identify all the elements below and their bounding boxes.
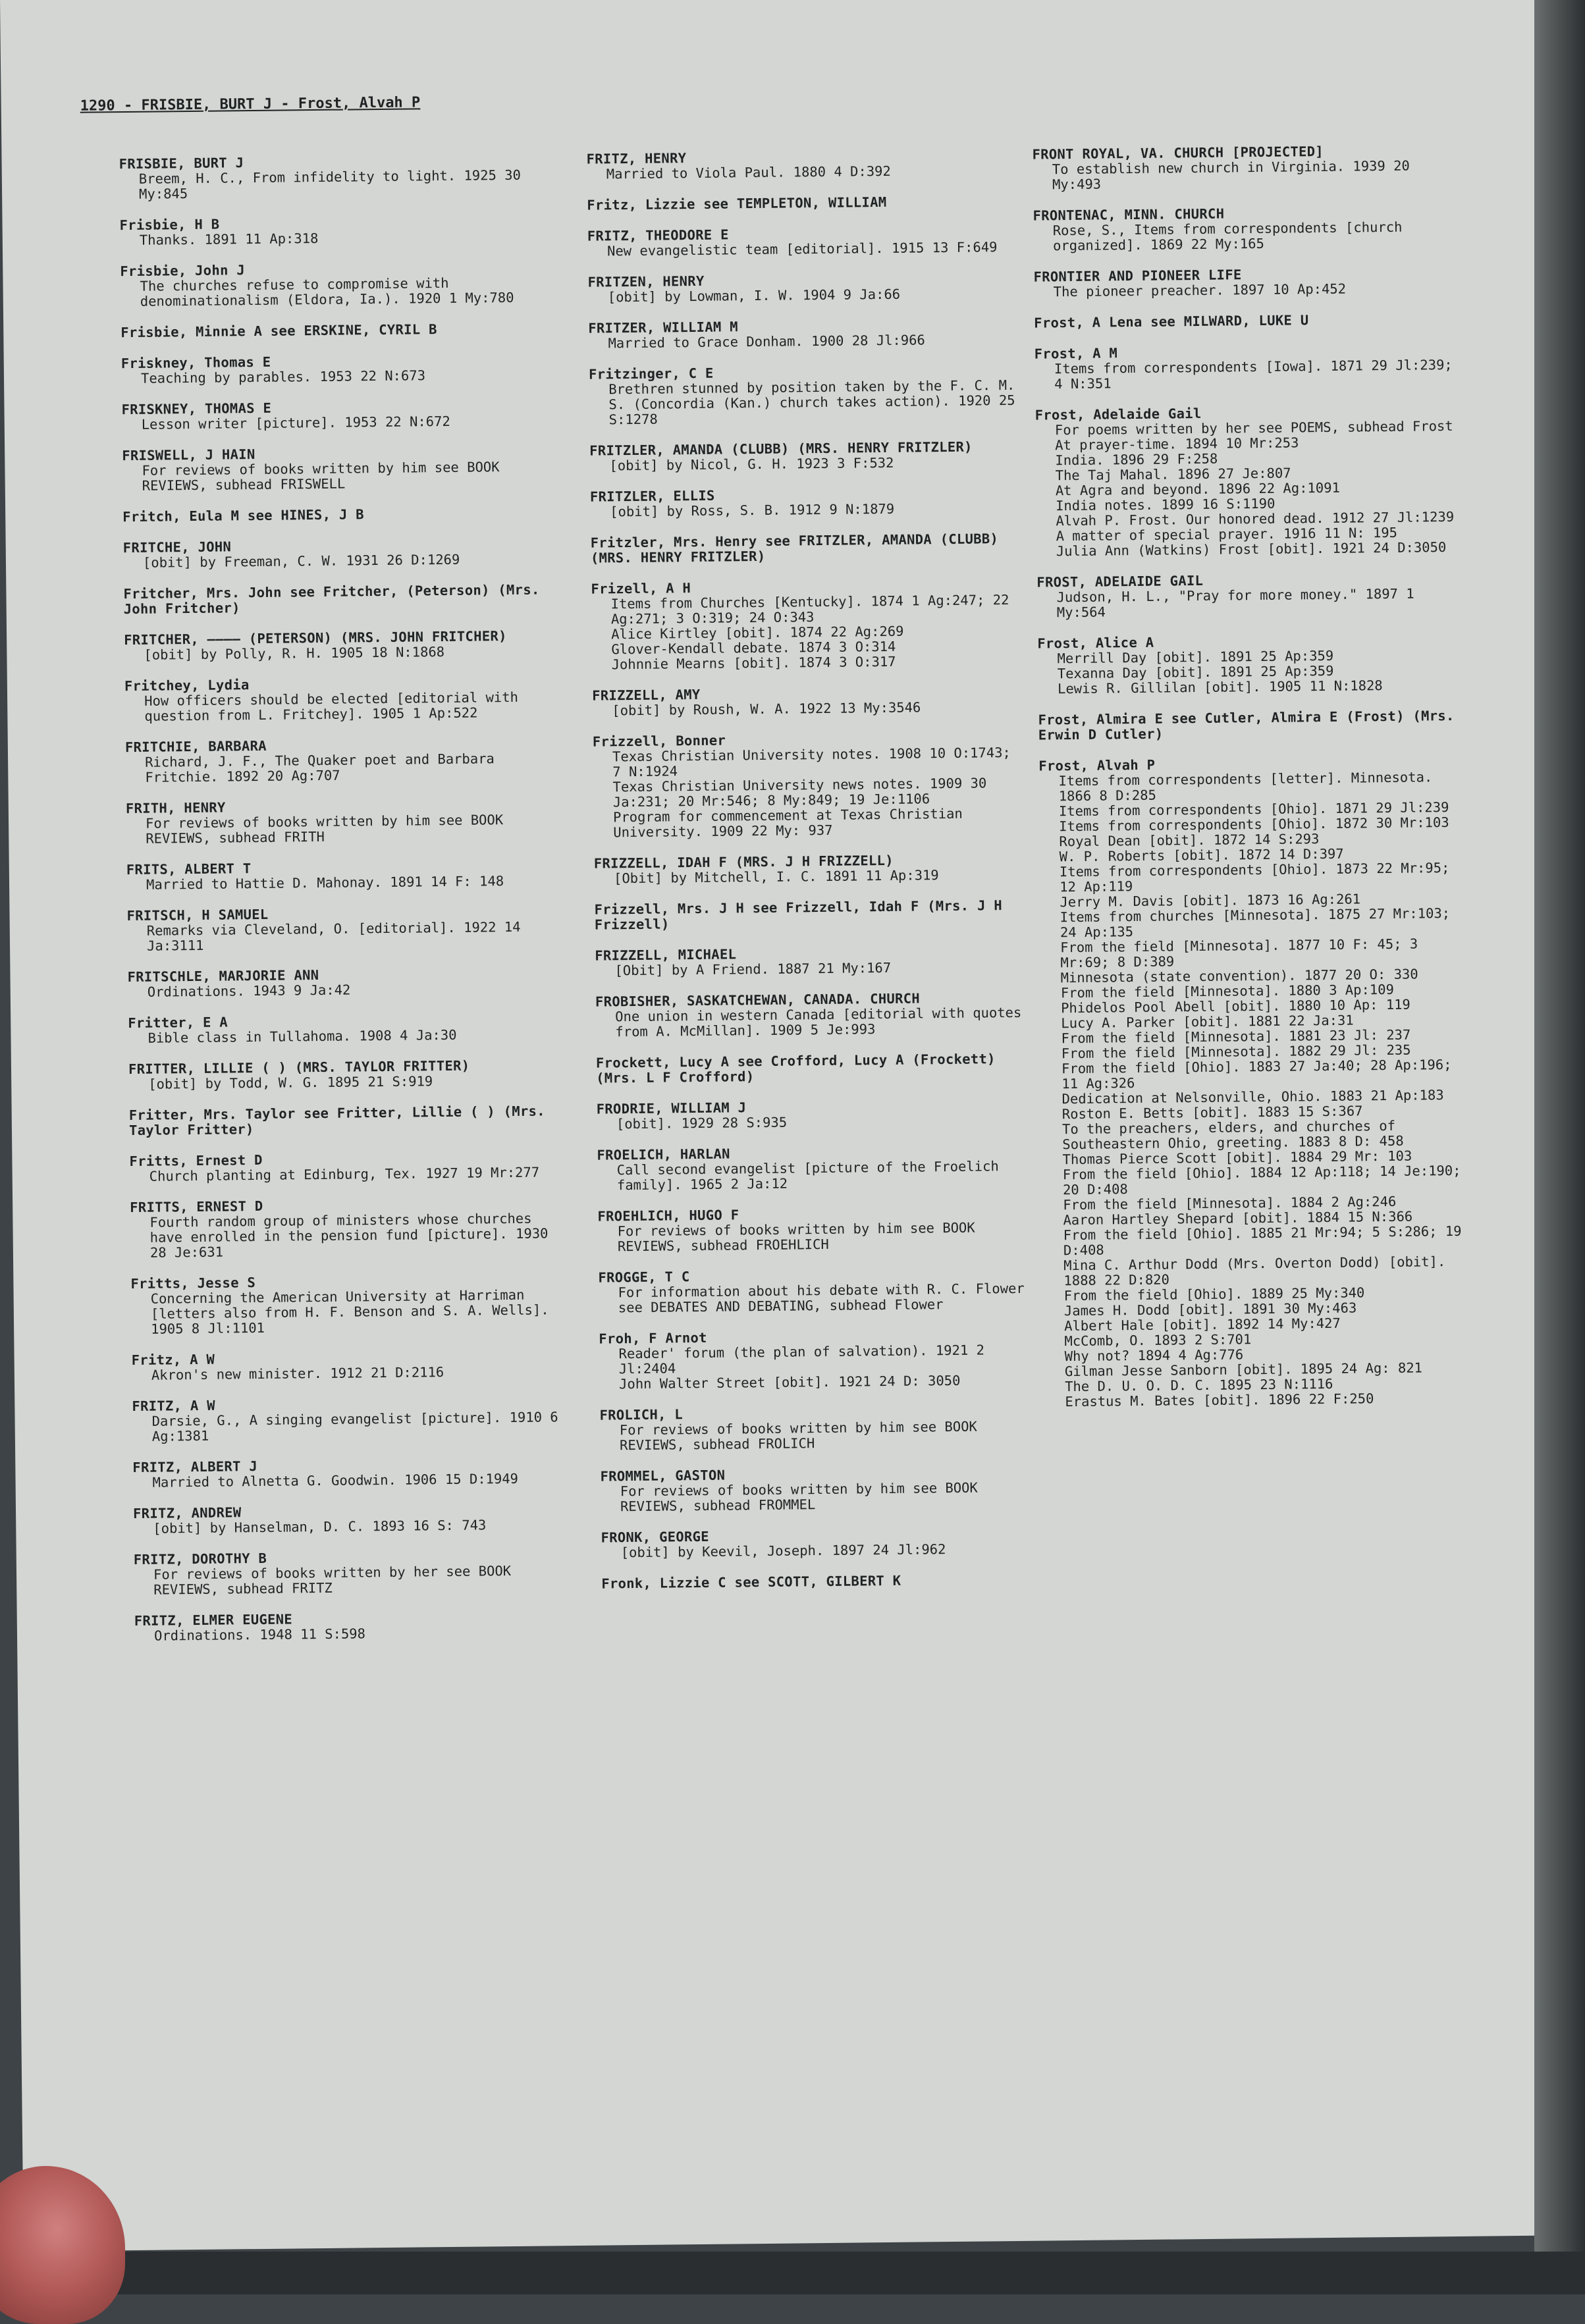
entry-heading: FRISWELL, J HAIN [122,446,255,464]
index-entry [134,1609,562,1644]
entry-citation: The D. U. O. D. C. 1895 23 N:1116 [1065,1375,1333,1395]
entry-heading: FRITCHE, JOHN [122,539,232,556]
entry-citation: Brethren stunned by position taken by the F. C. M. S. (Concordia (Kan.) church takes action). 1920 25 S:1278 [608,377,1015,428]
entry-citation: Church planting at Edinburg, Tex. 1927 19 Mr:277 [149,1164,540,1184]
entry-citation: For reviews of books written by him see BOOK REVIEWS, subhead FRITH [145,812,504,847]
entry-heading: Fritts, Ernest D [129,1151,263,1170]
index-entry [125,735,554,785]
entry-citation: [Obit] by A Friend. 1887 21 My:167 [614,959,892,979]
entry-heading: Fronk, Lizzie C see SCOTT, GILBERT K [601,1572,901,1592]
entry-citation: Royal Dean [obit]. 1872 14 S:293 [1059,831,1320,850]
entry-citation: Lesson writer [picture]. 1953 22 N:672 [141,413,450,433]
entry-heading: FRITTS, ERNEST D [130,1198,263,1216]
entry-citation: James H. Dodd [obit]. 1891 30 My:463 [1063,1300,1357,1319]
index-entry [1037,632,1466,697]
entry-heading: FRITZEN, HENRY [587,273,705,290]
entry-heading: Frockett, Lucy A see Crofford, Lucy A (Frockett) (Mrs. L F Crofford) [595,1051,996,1086]
entry-citation: Alvah P. Frost. Our honored dead. 1912 27 Jl:1239 [1056,508,1455,529]
index-entry [597,1205,1026,1255]
entry-heading: FRITZ, HENRY [586,150,687,167]
entry-heading: Fritts, Jesse S [130,1275,256,1292]
index-entry [132,1394,560,1444]
entry-citation: Thanks. 1891 11 Ap:318 [139,230,319,248]
entry-heading: FRITZ, ANDREW [132,1504,242,1522]
index-entry [1036,571,1465,621]
entry-citation: [obit] by Lowman, I. W. 1904 9 Ja:66 [607,286,901,305]
entry-citation: [obit] by Roush, W. A. 1922 13 My:3546 [612,699,921,719]
entry-citation: Lucy A. Parker [obit]. 1881 22 Ja:31 [1061,1012,1354,1032]
entry-citation: From the field [Minnesota]. 1882 29 Jl: 235 [1061,1042,1411,1062]
running-head: 1290 - FRISBIE, BURT J - Frost, Alvah P [80,94,421,115]
entry-heading: Frisbie, Minnie A see ERSKINE, CYRIL B [121,321,437,341]
index-entry [1033,265,1461,300]
entry-citation: [obit] by Nicol, G. H. 1923 3 F:532 [609,454,894,474]
index-column-1 [119,152,563,1660]
index-entry [128,1057,556,1092]
entry-citation: Items from correspondents [Ohio]. 1873 22 Mr:95; 12 Ap:119 [1059,860,1450,895]
entry-citation: Breem, H. C., From infidelity to light. 1925 30 My:845 [138,167,522,202]
entry-heading: Frizzell, Bonner [592,732,726,750]
entry-citation: For information about his debate with R. C. Flower see DEBATES AND DEBATING, subhead Flower [618,1280,1025,1316]
entry-heading: FRITCHIE, BARBARA [124,737,267,756]
entry-heading: FROELICH, HARLAN [597,1146,730,1163]
entry-citation: Texas Christian University news notes. 1909 30 Ja:231; 20 Mr:546; 8 My:849; 19 Je:1106 [612,775,987,810]
entry-citation: Erastus M. Bates [obit]. 1896 22 F:250 [1065,1390,1374,1410]
entry-heading: FROLICH, L [599,1406,684,1423]
index-entry [1032,143,1461,193]
index-entry [132,1348,560,1383]
entry-citation: Remarks via Cleveland, O. [editorial]. 1922 14 Ja:3111 [146,918,521,954]
entry-heading: FRITZLER, AMANDA (CLUBB) (MRS. HENRY FRITZLER) [589,438,973,459]
index-entry [595,990,1024,1040]
index-entry [126,797,554,847]
entry-heading: Frisbie, John J [120,262,246,280]
entry-citation: [obit]. 1929 28 S:935 [616,1114,788,1132]
entry-heading: Fritter, Mrs. Taylor see Fritter, Lillie ( ) (Mrs. Taylor Fritter) [128,1103,545,1139]
entry-citation: To the preachers, elders, and churches of Southeastern Ohio, greeting. 1883 8 D: 458 [1061,1117,1404,1153]
entry-citation: Ordinations. 1948 11 S:598 [153,1625,366,1644]
entry-citation: The Taj Mahal. 1896 27 Je:807 [1055,465,1291,484]
entry-citation: [obit] by Hanselman, D. C. 1893 16 S: 743 [153,1517,487,1537]
entry-heading: FROEHLICH, HUGO F [597,1207,739,1225]
entry-citation: Darsie, G., A singing evangelist [picture]. 1910 6 Ag:1381 [151,1409,558,1444]
entry-citation: One union in western Canada [editorial with quotes from A. McMillan]. 1909 5 Je:993 [615,1004,1022,1040]
entry-heading: Fritz, Lizzie see TEMPLETON, WILLIAM [587,194,887,213]
index-entry [129,1149,557,1184]
entry-heading: Fritch, Eula M see HINES, J B [122,506,364,525]
entry-citation: Items from correspondents [Iowa]. 1871 29 Jl:239; 4 N:351 [1054,356,1453,392]
index-entry [591,531,1019,566]
index-entry [594,898,1022,933]
entry-heading: FRIZZELL, MICHAEL [595,946,737,964]
index-entry [124,628,552,663]
entry-citation: At Agra and beyond. 1896 22 Ag:1091 [1055,479,1340,499]
index-entry [588,317,1016,352]
entry-heading: FRITH, HENRY [125,799,226,817]
entry-citation: The pioneer preacher. 1897 10 Ap:452 [1053,280,1347,300]
entry-citation: Married to Grace Donham. 1900 28 Jl:966 [608,332,925,352]
entry-citation: India notes. 1899 16 S:1190 [1056,495,1276,514]
entry-citation: Alice Kirtley [obit]. 1874 22 Ag:269 [611,623,904,643]
index-entry [130,1196,558,1261]
index-entry [121,398,549,433]
index-entry [127,965,555,1000]
index-entry [601,1572,1029,1592]
entry-heading: Fritchey, Lydia [124,677,250,695]
entry-heading: FRISBIE, BURT J [119,155,244,172]
entry-citation: Married to Viola Paul. 1880 4 D:392 [606,163,891,182]
entry-heading: Frizzell, Mrs. J H see Frizzell, Idah F (Mrs. J H Frizzell) [594,897,1003,933]
index-entry [121,321,549,340]
index-entry [599,1404,1028,1454]
entry-heading: Frost, Adelaide Gail [1034,405,1202,423]
index-entry [596,1051,1024,1086]
entry-heading: Frost, A M [1034,345,1118,362]
entry-heading: Friskney, Thomas E [121,354,271,372]
entry-heading: FRITZ, A W [132,1397,215,1415]
entry-citation: [obit] by Freeman, C. W. 1931 26 D:1269 [142,551,460,571]
index-entry [587,271,1015,305]
index-entry [119,213,547,248]
index-entry [587,224,1015,259]
entry-heading: FROGGE, T C [598,1269,690,1286]
entry-citation: [obit] by Ross, S. B. 1912 9 N:1879 [610,500,895,520]
index-entry [134,1548,562,1598]
entry-citation: At prayer-time. 1894 10 Mr:253 [1055,435,1299,454]
entry-citation: Merrill Day [obit]. 1891 25 Ap:359 [1057,647,1334,667]
entry-heading: FRITZ, ELMER EUGENE [134,1611,293,1629]
index-entry [595,944,1023,979]
entry-citation: From the field [Ohio]. 1883 27 Ja:40; 28 Ap:196; 11 Ag:326 [1061,1057,1452,1092]
entry-heading: FRITSCH, H SAMUEL [126,906,269,924]
entry-citation: From the field [Minnesota]. 1880 3 Ap:109 [1060,981,1395,1001]
entry-citation: McComb, O. 1893 2 S:701 [1064,1331,1252,1350]
entry-citation: Why not? 1894 4 Ag:776 [1064,1346,1244,1365]
entry-heading: FRITZ, DOROTHY B [133,1550,267,1568]
entry-citation: Akron's new minister. 1912 21 D:2116 [151,1364,444,1383]
entry-citation: W. P. Roberts [obit]. 1872 14 D:397 [1059,845,1344,865]
entry-citation: Judson, H. L., "Pray for more money." 1897 1 My:564 [1056,585,1414,621]
entry-citation: Thomas Pierce Scott [obit]. 1884 29 Mr: 103 [1062,1148,1412,1168]
entry-heading: FROMMEL, GASTON [600,1467,726,1485]
entry-heading: Fritter, E A [128,1014,228,1032]
index-entry [593,730,1022,841]
index-entry [601,1526,1029,1561]
entry-citation: Items from correspondents [Ohio]. 1872 30 Mr:103 [1059,814,1449,835]
entry-heading: FRITZER, WILLIAM M [588,319,738,336]
index-entry [124,674,553,724]
index-entry [594,852,1022,887]
entry-citation: From the field [Ohio]. 1885 21 Mr:94; 5 S:286; 19 D:408 [1063,1223,1462,1259]
entry-citation: Julia Ann (Watkins) Frost [obit]. 1921 24 D:3050 [1056,539,1447,560]
entry-heading: FROBISHER, SASKATCHEWAN, CANADA. CHURCH [595,990,921,1010]
entry-citation: Bible class in Tullahoma. 1908 4 Ja:30 [148,1026,457,1046]
entry-heading: FRODRIE, WILLIAM J [596,1099,747,1117]
entry-citation: How officers should be elected [editorial with question from L. Fritchey]. 1905 1 Ap:522 [144,689,518,724]
entry-heading: FRITZ, THEODORE E [587,226,729,244]
index-entry [130,1272,559,1337]
entry-citation: For reviews of books written by him see BOOK REVIEWS, subhead FROEHLICH [617,1219,975,1255]
index-entry [120,259,549,309]
entry-citation: Phidelos Pool Abell [obit]. 1880 10 Ap: 119 [1060,996,1410,1017]
index-entry [129,1103,557,1138]
index-entry [1038,754,1473,1410]
index-entry [589,439,1017,474]
index-entry [119,152,548,202]
index-entry [122,444,551,494]
entry-citation: Reader' forum (the plan of salvation). 1921 2 Jl:2404 [618,1342,985,1377]
entry-heading: FRISKNEY, THOMAS E [121,400,272,418]
entry-citation: [obit] by Keevil, Joseph. 1897 24 Jl:962 [620,1541,946,1561]
entry-citation: From the field [Ohio]. 1884 12 Ap:118; 14 Je:190; 20 D:408 [1062,1162,1461,1198]
index-entry [128,1011,556,1046]
entry-heading: FRITZLER, ELLIS [589,487,715,505]
entry-citation: A matter of special prayer. 1916 11 N: 195 [1056,524,1398,544]
index-column-2 [586,147,1029,1608]
entry-citation: Ordinations. 1943 9 Ja:42 [147,982,351,1000]
entry-heading: Frost, A Lena see MILWARD, LUKE U [1034,312,1309,331]
entry-heading: FRONK, GEORGE [601,1528,709,1546]
entry-heading: Frost, Almira E see Cutler, Almira E (Frost) (Mrs. Erwin D Cutler) [1038,707,1455,743]
index-entry [1038,708,1466,743]
entry-heading: FRITZ, ALBERT J [132,1458,258,1476]
entry-citation: Mina C. Arthur Dodd (Mrs. Overton Dodd) [obit]. 1888 22 D:820 [1063,1254,1446,1289]
entry-citation: New evangelistic team [editorial]. 1915 13 F:649 [606,239,998,259]
entry-citation: Items from churches [Minnesota]. 1875 27 Mr:103; 24 Ap:135 [1060,905,1451,941]
index-entry [597,1144,1025,1194]
entry-citation: Items from Churches [Kentucky]. 1874 1 Ag:247; 22 Ag:271; 3 O:319; 24 O:343 [610,592,1009,627]
entry-citation: Teaching by parables. 1953 22 N:673 [140,367,426,386]
entry-citation: Roston E. Betts [obit]. 1883 15 S:367 [1061,1103,1363,1122]
entry-heading: FRONTIER AND PIONEER LIFE [1033,267,1242,285]
entry-citation: Dedication at Nelsonville, Ohio. 1883 21 Ap:183 [1061,1087,1444,1107]
entry-citation: India. 1896 29 F:258 [1055,450,1218,469]
bottom-shadow [0,2252,1585,2294]
entry-citation: Minnesota (state convention). 1877 20 O: 330 [1060,966,1418,986]
index-entry [126,904,555,954]
entry-citation: John Walter Street [obit]. 1921 24 D: 3050 [618,1372,961,1392]
index-entry [587,194,1015,213]
entry-heading: FRIZZELL, AMY [591,686,701,704]
entry-citation: Concerning the American University at Harriman [letters also from H. F. Benson and S. A. Wells]. 1905 8 Jl:1101 [150,1286,549,1337]
entry-citation: Aaron Hartley Shepard [obit]. 1884 15 N:366 [1063,1208,1413,1228]
entry-citation: For reviews of books written by him see BOOK REVIEWS, subhead FROMMEL [620,1479,978,1515]
index-entry [1034,311,1462,331]
entry-citation: Items from correspondents [letter]. Minnesota. 1866 8 D:285 [1058,769,1433,805]
entry-citation: Program for commencement at Texas Christian University. 1909 22 My: 937 [612,805,963,841]
entry-citation: Fourth random group of ministers whose churches have enrolled in the pension fund [picture]. 1930 28 Je:631 [149,1210,549,1261]
index-entry [1035,404,1464,560]
index-entry [592,684,1020,719]
entry-citation: Richard, J. F., The Quaker poet and Barbara Fritchie. 1892 20 Ag:707 [145,751,495,785]
index-entry [132,1456,560,1491]
entry-heading: Fritcher, Mrs. John see Fritcher, (Peterson) (Mrs. John Fritcher) [123,581,540,618]
index-entry [123,536,551,571]
entry-citation: Glover-Kendall debate. 1874 3 O:314 [611,638,896,658]
entry-citation: For reviews of books written by him see BOOK REVIEWS, subhead FRISWELL [142,459,500,494]
index-entry [586,147,1014,182]
entry-heading: Fritzinger, C E [588,365,714,383]
index-column-3 [1032,143,1473,1426]
entry-citation: Married to Hattie D. Mahonay. 1891 14 F: 148 [146,873,504,893]
entry-citation: Items from correspondents [Ohio]. 1871 29 Jl:239 [1058,799,1449,820]
entry-citation: Call second evangelist [picture of the Froelich family]. 1965 2 Ja:12 [616,1158,999,1194]
entry-citation: For reviews of books written by her see BOOK REVIEWS, subhead FRITZ [153,1563,512,1598]
entry-citation: [Obit] by Mitchell, I. C. 1891 11 Ap:319 [613,867,939,887]
entry-heading: FROST, ADELAIDE GAIL [1036,572,1204,591]
entry-heading: FRIZZELL, IDAH F (MRS. J H FRIZZELL) [593,852,894,872]
entry-citation: From the field [Ohio]. 1889 25 My:340 [1063,1284,1365,1304]
entry-heading: Frizell, A H [591,580,691,597]
entry-heading: FRONTENAC, MINN. CHURCH [1033,205,1225,224]
entry-citation: Texanna Day [obit]. 1891 25 Ap:359 [1057,662,1334,682]
index-entry [1033,204,1461,254]
entry-citation: To establish new church in Virginia. 1939 20 My:493 [1052,157,1410,193]
entry-citation: Albert Hale [obit]. 1892 14 My:427 [1064,1315,1341,1334]
entry-citation: Texas Christian University notes. 1908 10 O:1743; 7 N:1924 [612,744,1011,780]
entry-citation: For poems written by her see POEMS, subhead Frost [1054,417,1453,438]
entry-heading: FRONT ROYAL, VA. CHURCH [PROJECTED] [1032,143,1324,163]
entry-heading: Froh, F Arnot [599,1329,707,1347]
entry-citation: Johnnie Mearns [obit]. 1874 3 O:317 [611,653,896,673]
entry-citation: Rose, S., Items from correspondents [church organized]. 1869 22 My:165 [1052,219,1403,254]
index-entry [589,363,1017,428]
entry-citation: For reviews of books written by him see BOOK REVIEWS, subhead FROLICH [619,1418,977,1454]
index-entry [600,1465,1029,1515]
index-entry [126,858,554,893]
entry-heading: FRITTER, LILLIE ( ) (MRS. TAYLOR FRITTER) [128,1057,470,1078]
entry-heading: FRITSCHLE, MARJORIE ANN [127,967,319,986]
entry-citation: From the field [Minnesota]. 1877 10 F: 45; 3 Mr:69; 8 D:389 [1060,936,1418,971]
entry-citation: From the field [Minnesota]. 1881 23 Jl: 237 [1061,1026,1411,1047]
entry-citation: Jerry M. Davis [obit]. 1873 16 Ag:261 [1060,891,1361,911]
entry-heading: Fritzler, Mrs. Henry see FRITZLER, AMANDA (CLUBB) (MRS. HENRY FRITZLER) [590,531,999,566]
entry-citation: Married to Alnetta G. Goodwin. 1906 15 D:1949 [152,1470,519,1491]
entry-citation: [obit] by Todd, W. G. 1895 21 S:919 [148,1073,433,1092]
index-entry [123,582,551,617]
index-entry [590,485,1018,520]
index-entry [1034,342,1463,392]
index-entry [121,352,549,386]
entry-heading: FRITCHER, ———— (PETERSON) (MRS. JOHN FRITCHER) [124,627,507,648]
entry-citation: Lewis R. Gillilan [obit]. 1905 11 N:1828 [1057,677,1383,697]
index-entry [599,1327,1027,1392]
entry-heading: FRITS, ALBERT T [126,860,252,878]
page-edge-shadow [1534,0,1585,2294]
entry-heading: Frost, Alvah P [1038,756,1156,774]
entry-citation: Gilman Jesse Sanborn [obit]. 1895 24 Ag: 821 [1064,1360,1423,1380]
index-entry [122,505,551,525]
entry-citation: From the field [Minnesota]. 1884 2 Ag:246 [1063,1193,1397,1213]
index-entry [133,1502,561,1537]
entry-citation: The churches refuse to compromise with denominationalism (Eldora, Ia.). 1920 1 My:780 [140,275,514,309]
entry-heading: Frisbie, H B [119,216,220,234]
index-entry [597,1097,1025,1132]
entry-heading: Frost, Alice A [1037,634,1154,652]
index-entry [598,1266,1027,1316]
entry-heading: Fritz, A W [131,1351,215,1369]
entry-citation: [obit] by Polly, R. H. 1905 18 N:1868 [144,643,445,663]
index-entry [591,577,1019,673]
